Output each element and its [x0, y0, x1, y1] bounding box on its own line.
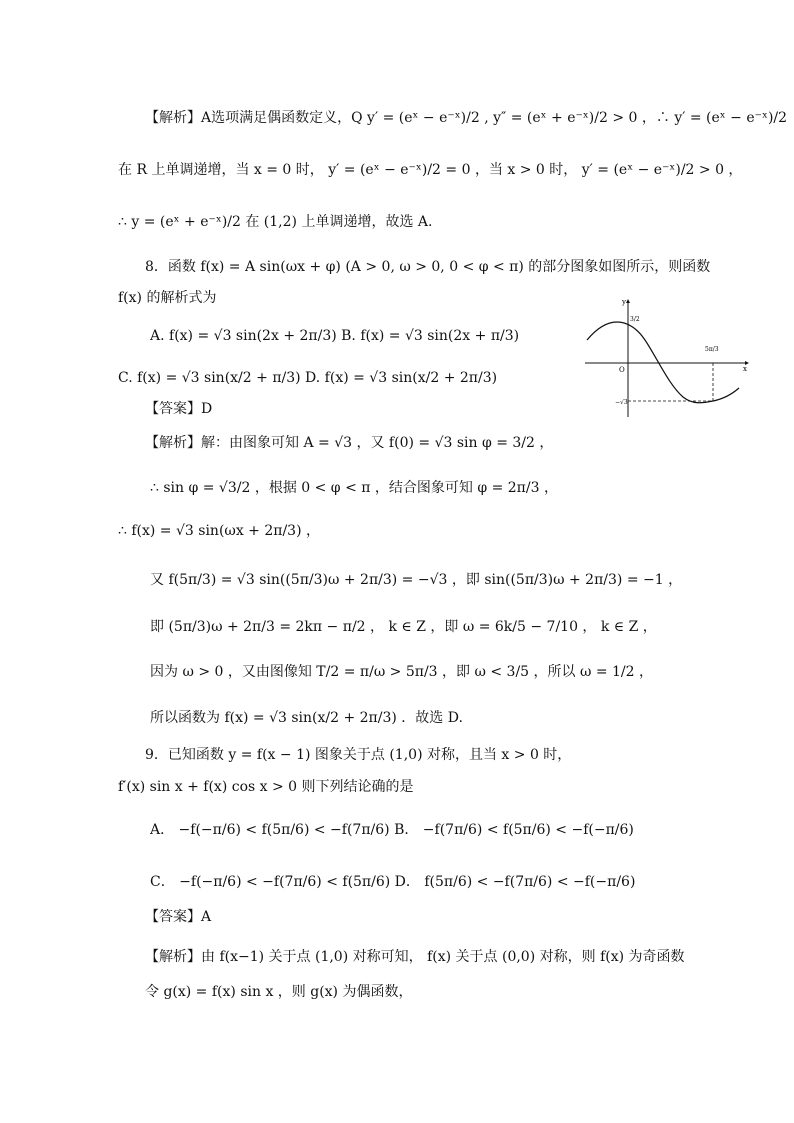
question-8-stem: 8．函数 f(x) = A sin(ωx + φ) (A > 0, ω > 0, 0 < φ < π) 的部分图象如图所示，则函数 — [145, 259, 711, 275]
question-8-solution-4: 又 f(5π/3) = √3 sin((5π/3)ω + 2π/3) = −√3 ，即 sin((5π/3)ω + 2π/3) = −1 ， — [150, 572, 683, 588]
question-9-stem-cont: f′(x) sin x + f(x) cos x > 0 则下列结论确的是 — [118, 779, 414, 795]
origin-label: O — [619, 366, 625, 374]
question-9-options-ab: A． −f(−π/6) < f(5π/6) < −f(7π/6) B． −f(7π/6) < f(5π/6) < −f(−π/6) — [150, 822, 634, 838]
question-8-solution-1: 【解析】解：由图象可知 A = √3 ，又 f(0) = √3 sin φ = 3/2 ， — [145, 435, 554, 451]
y-axis-arrow — [626, 299, 630, 303]
y-intercept-label: 3/2 — [630, 316, 640, 323]
question-8-solution-2: ∴ sin φ = √3/2 ，根据 0 < φ < π ，结合图象可知 φ = 2π/3 ， — [150, 480, 558, 496]
question-9-solution-2: 令 g(x) = f(x) sin x ，则 g(x) 为偶函数， — [145, 984, 413, 1000]
minimum-label: −√3 — [615, 399, 628, 406]
text-line-3: ∴ y = (eˣ + e⁻ˣ)/2 在 (1,2) 上单调递增，故选 A. — [118, 214, 433, 230]
question-8-options-ab: A. f(x) = √3 sin(2x + 2π/3) B. f(x) = √3 sin(2x + π/3) — [150, 328, 520, 344]
sine-curve — [587, 322, 739, 403]
x-axis-label: x — [743, 365, 747, 373]
question-9-stem: 9．已知函数 y = f(x − 1) 图象关于点 (1,0) 对称，且当 x > 0 时， — [145, 747, 572, 763]
question-8-solution-5: 即 (5π/3)ω + 2π/3 = 2kπ − π/2 ， k ∈ Z ，即 ω = 6k/5 − 7/10 ， k ∈ Z ， — [150, 619, 657, 635]
text-line-2: 在 R 上单调递增，当 x = 0 时， y′ = (eˣ − e⁻ˣ)/2 = 0 ，当 x > 0 时， y′ = (eˣ − e⁻ˣ)/2 > 0 ， — [118, 162, 743, 178]
y-axis-label: y — [622, 298, 626, 306]
question-8-answer: 【答案】D — [145, 401, 213, 417]
question-9-solution-1: 【解析】由 f(x−1) 关于点 (1,0) 对称可知， f(x) 关于点 (0,0) 对称，则 f(x) 为奇函数 — [145, 949, 685, 965]
sine-graph-figure — [585, 295, 755, 420]
question-8-solution-7: 所以函数为 f(x) = √3 sin(x/2 + 2π/3) ．故选 D. — [150, 710, 463, 726]
x-mark-label: 5π/3 — [705, 346, 719, 353]
question-8-solution-3: ∴ f(x) = √3 sin(ωx + 2π/3) ， — [118, 523, 320, 539]
question-9-answer: 【答案】A — [145, 909, 212, 925]
text-line-1: 【解析】A选项满足偶函数定义，Q y′ = (eˣ − e⁻ˣ)/2 , y″ = (eˣ + e⁻ˣ)/2 > 0 ，∴ y′ = (eˣ − e⁻ˣ)/2 — [145, 110, 788, 126]
question-9-options-cd: C． −f(−π/6) < −f(7π/6) < f(5π/6) D． f(5π/6) < −f(7π/6) < −f(−π/6) — [150, 874, 636, 890]
question-8-solution-6: 因为 ω > 0 ，又由图像知 T/2 = π/ω > 5π/3 ，即 ω < 3/5 ，所以 ω = 1/2 ， — [150, 664, 654, 680]
question-8-stem-cont: f(x) 的解析式为 — [118, 290, 217, 306]
question-8-options-cd: C. f(x) = √3 sin(x/2 + π/3) D. f(x) = √3 sin(x/2 + 2π/3) — [118, 370, 498, 386]
